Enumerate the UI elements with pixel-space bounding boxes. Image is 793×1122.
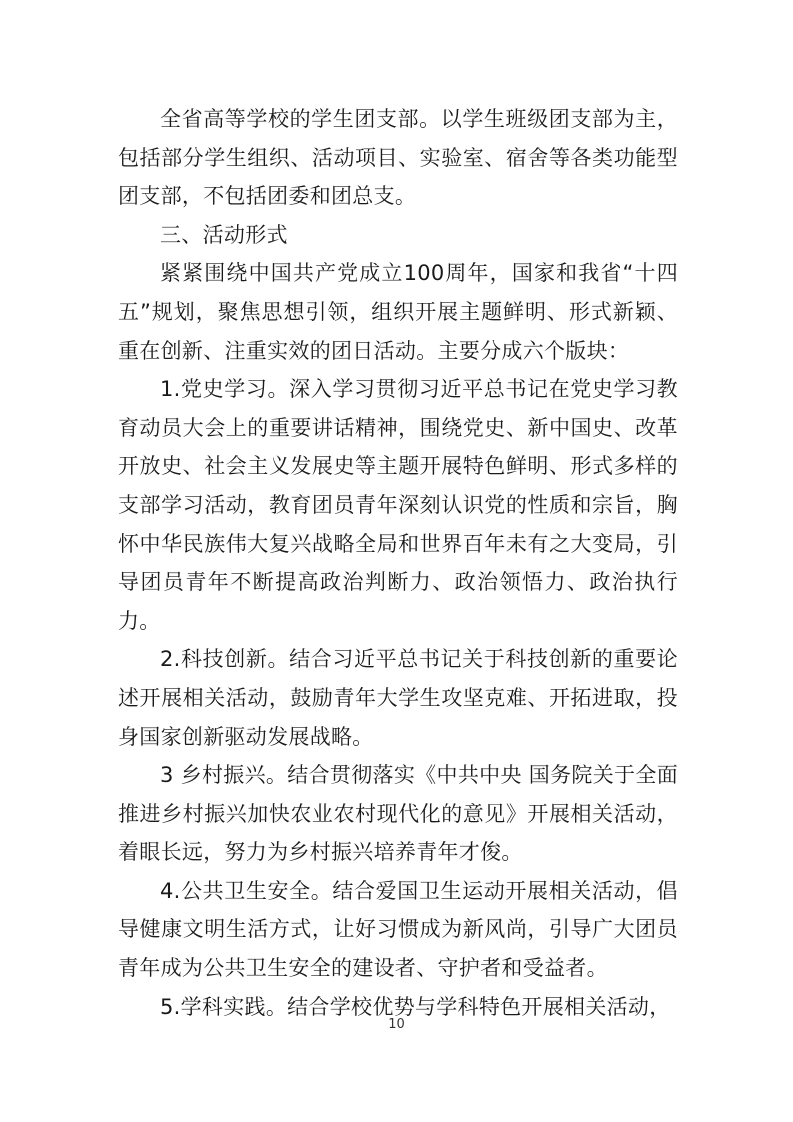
- section-heading-activity-form: 三、活动形式: [160, 222, 288, 247]
- paragraph-party-history: 1.党史学习。深入学习贯彻习近平总书记在党史学习教育动员大会上的重要讲话精神，围绕党史、新中国史、改革开放史、社会主义发展史等主题开展特色鲜明、形式多样的支部学习活动，教育团员青年深刻认识党的性质和宗旨，胸怀中华民族伟大复兴战略全局和世界百年未有之大变局，引导团员青年不断提高政治判断力、政治领悟力、政治执行力。: [118, 377, 678, 633]
- paragraph-scope: 全省高等学校的学生团支部。以学生班级团支部为主，包括部分学生组织、活动项目、实验室、宿舍等各类功能型团支部，不包括团委和团总支。: [118, 107, 678, 209]
- document-body: [118, 100, 678, 1026]
- paragraph-discipline-practice: 5.学科实践。结合学校优势与学科特色开展相关活动，: [160, 994, 671, 1019]
- paragraph-intro: 紧紧围绕中国共产党成立100周年，国家和我省“十四五”规划，聚焦思想引领，组织开展主题鲜明、形式新颖、重在创新、注重实效的团日活动。主要分成六个版块：: [118, 261, 678, 363]
- paragraph-rural-revitalization: 3 乡村振兴。结合贯彻落实《中共中央 国务院关于全面推进乡村振兴加快农业农村现代化的意见》开展相关活动，着眼长远，努力为乡村振兴培养青年才俊。: [118, 763, 678, 865]
- paragraph-tech-innovation: 2.科技创新。结合习近平总书记关于科技创新的重要论述开展相关活动，鼓励青年大学生攻坚克难、开拓进取，投身国家创新驱动发展战略。: [118, 647, 678, 749]
- page-number: 10: [388, 1017, 405, 1032]
- paragraph-public-health: 4.公共卫生安全。结合爱国卫生运动开展相关活动，倡导健康文明生活方式，让好习惯成为新风尚，引导广大团员青年成为公共卫生安全的建设者、守护者和受益者。: [118, 878, 678, 981]
